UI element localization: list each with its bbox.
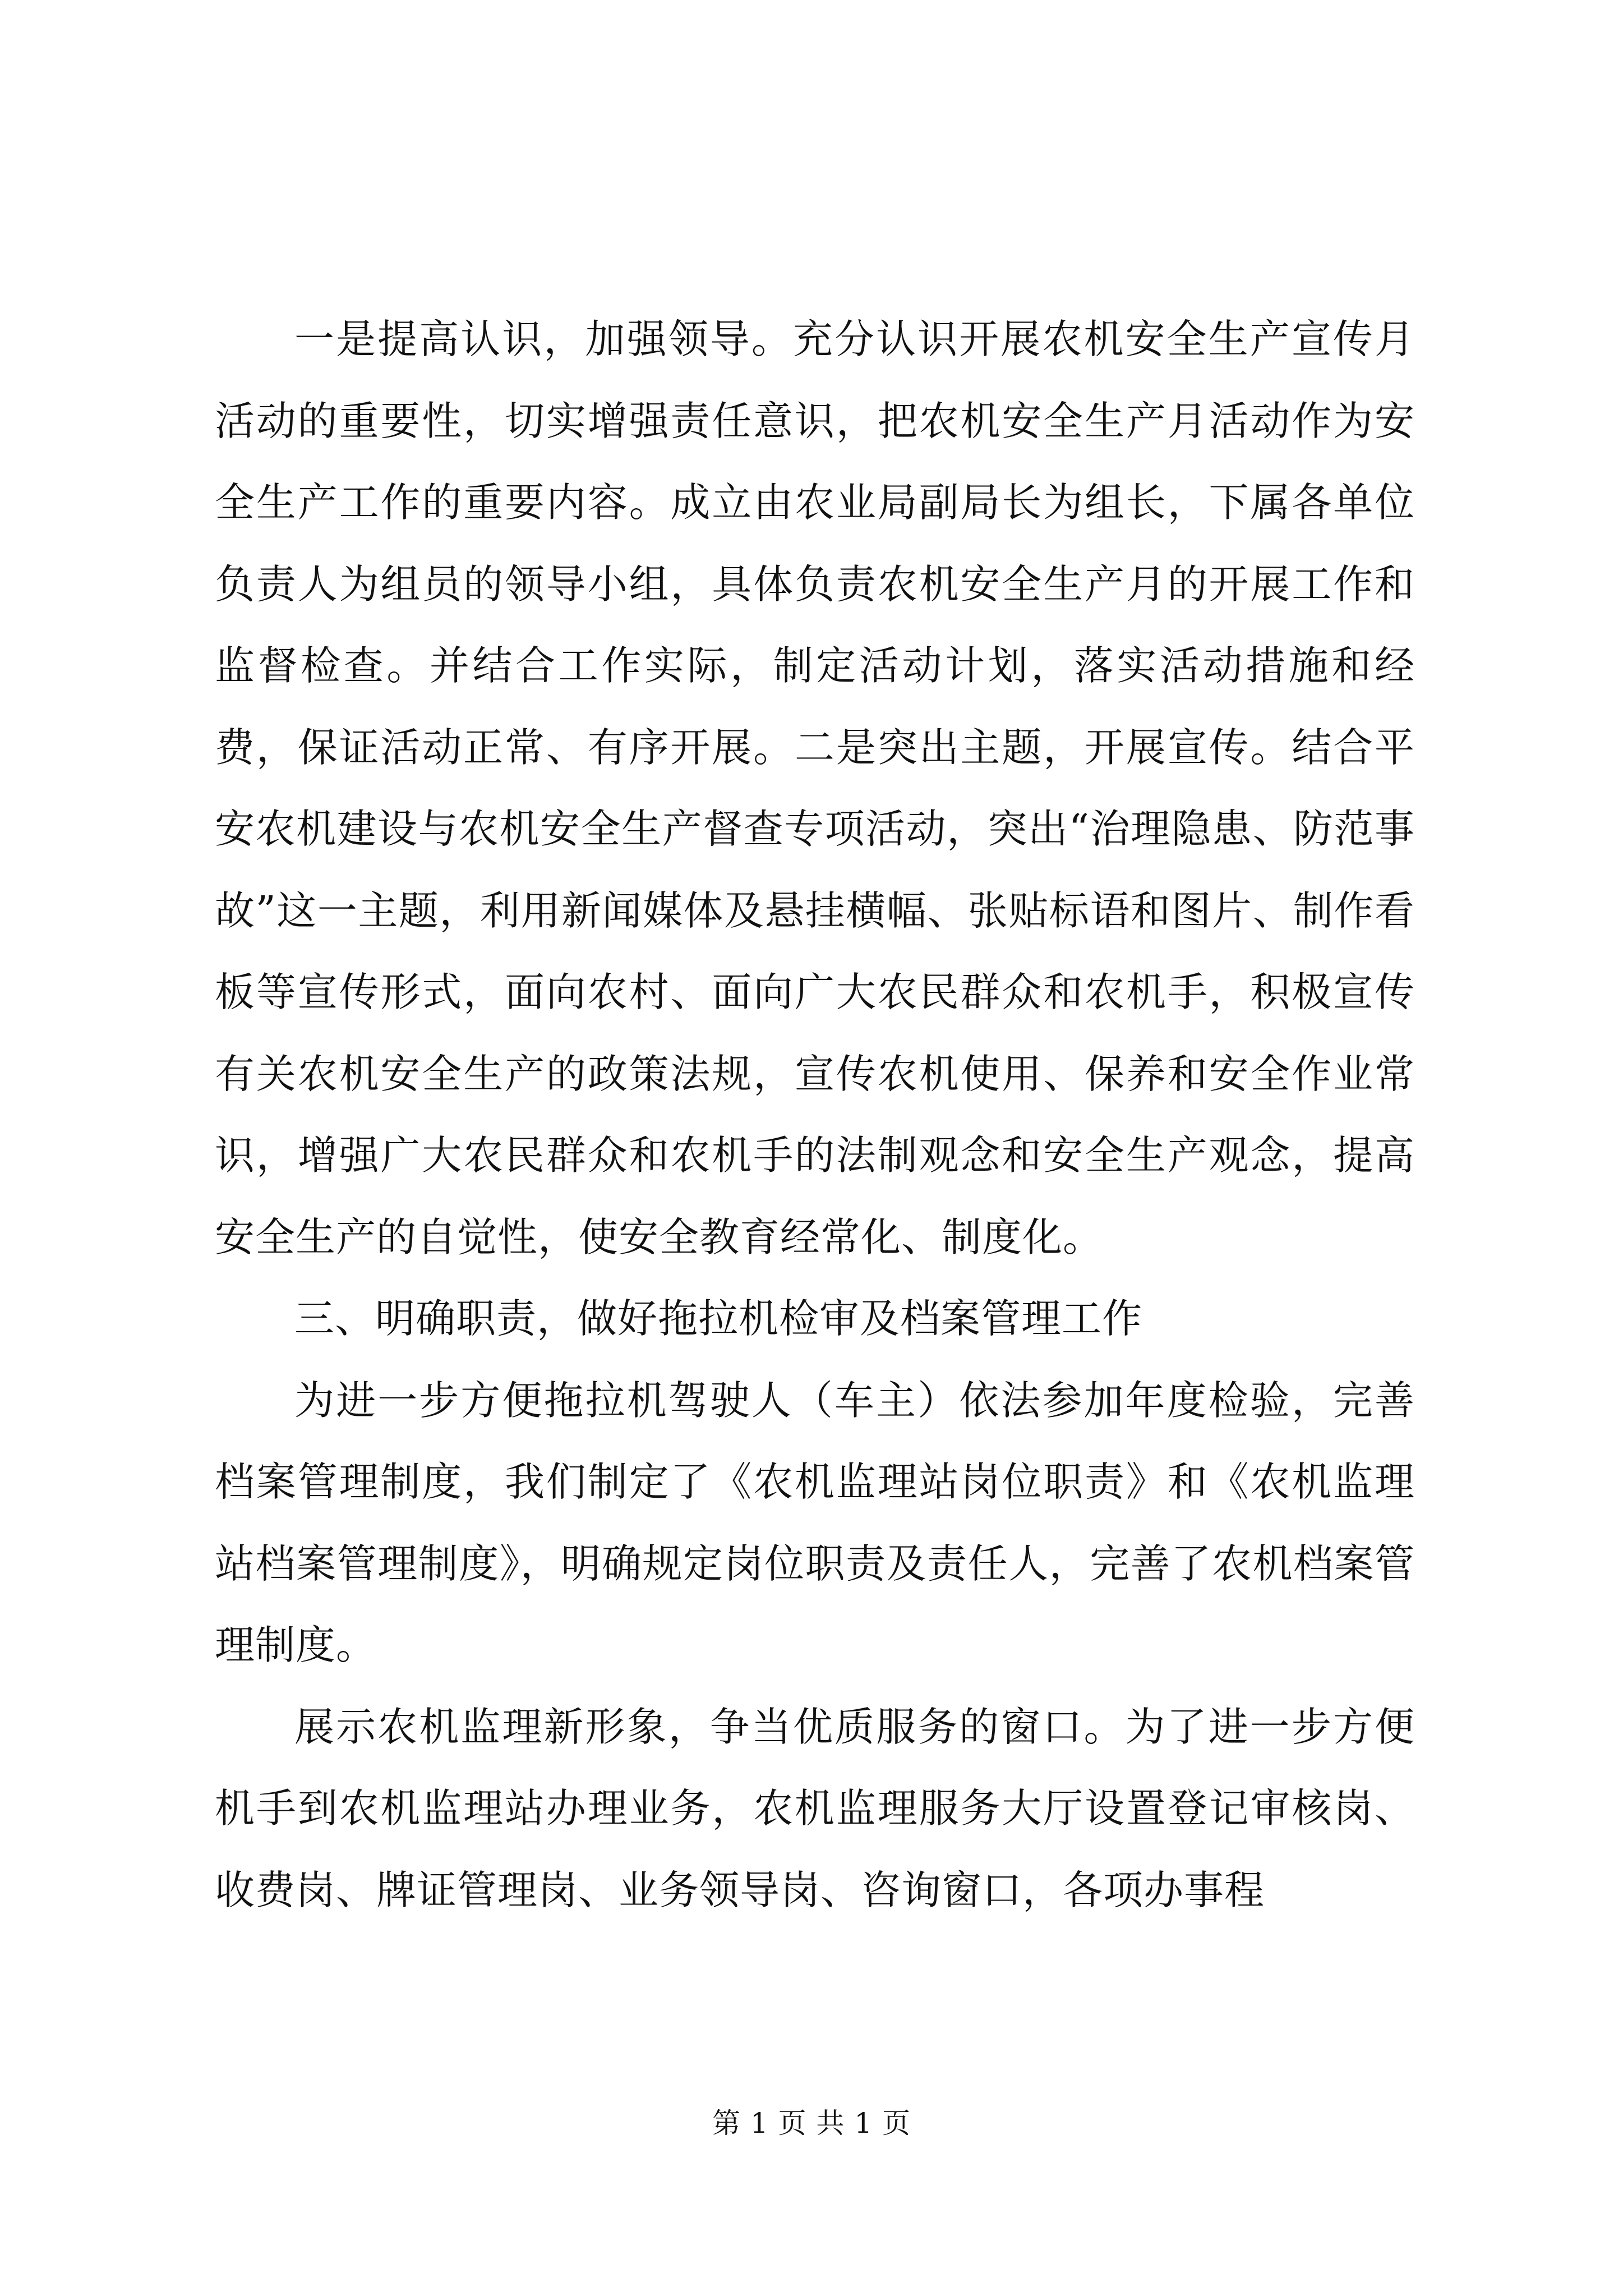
paragraph-leadership-publicity: 一是提高认识，加强领导。充分认识开展农机安全生产宣传月活动的重要性，切实增强责任意识，把农机安全生产月活动作为安全生产工作的重要内容。成立由农业局副局长为组长，下属各单位负责人为组员的领导小组，具体负责农机安全生产月的开展工作和监督检查。并结合工作实际，制定活动计划，落实活动措施和经费，保证活动正常、有序开展。二是突出主题，开展宣传。结合平安农机建设与农机安全生产督查专项活动，突出“治理隐患、防范事故”这一主题，利用新闻媒体及悬挂横幅、张贴标语和图片、制作看板等宣传形式，面向农村、面向广大农民群众和农机手，积极宣传有关农机安全生产的政策法规，宣传农机使用、保养和安全作业常识，增强广大农民群众和农机手的法制观念和安全生产观念，提高安全生产的自觉性，使安全教育经常化、制度化。 [215, 316, 1415, 1260]
page-footer: 第 1 页 共 1 页 [712, 2107, 911, 2139]
document-body [215, 298, 1415, 1931]
paragraph-service-window: 展示农机监理新形象，争当优质服务的窗口。为了进一步方便机手到农机监理站办理业务，农机监理服务大厅设置登记审核岗、收费岗、牌证管理岗、业务领导岗、咨询窗口，各项办事程 [215, 1703, 1415, 1913]
section-heading-3: 三、明确职责，做好拖拉机检审及档案管理工作 [294, 1295, 1143, 1342]
paragraph-archive-management: 为进一步方便拖拉机驾驶人（车主）依法参加年度检验，完善档案管理制度，我们制定了《农机监理站岗位职责》和《农机监理站档案管理制度》，明确规定岗位职责及责任人，完善了农机档案管理制度。 [215, 1377, 1415, 1668]
